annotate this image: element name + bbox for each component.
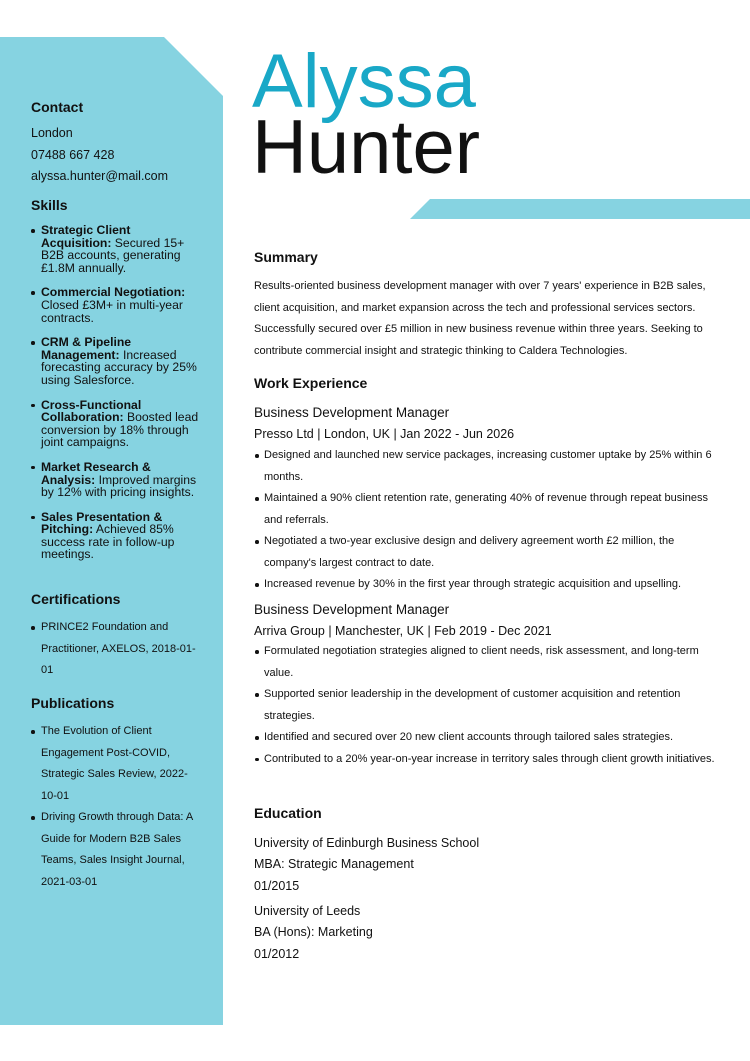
job-meta: Arriva Group | Manchester, UK | Feb 2019 - Dec 2021 — [254, 624, 552, 638]
contact-city: London — [31, 126, 73, 140]
experience-heading: Work Experience — [254, 375, 368, 391]
education-heading: Education — [254, 805, 322, 821]
job-bullet: Maintained a 90% client retention rate, generating 40% of revenue through repeat business and referrals. — [254, 488, 726, 531]
job-title: Business Development Manager — [254, 602, 450, 617]
skill-item: Sales Presentation & Pitching: Achieved 85% success rate in follow-up meetings. — [31, 511, 199, 561]
job-bullet: Increased revenue by 30% in the first year through strategic acquisition and upselling. — [254, 574, 726, 596]
job-bullet: Identified and secured over 20 new client accounts through tailored sales strategies. — [254, 727, 726, 749]
skills-heading: Skills — [31, 197, 68, 213]
skills-list — [31, 224, 199, 573]
contact-phone: 07488 667 428 — [31, 148, 115, 162]
contact-heading: Contact — [31, 99, 84, 115]
job-bullets — [254, 641, 726, 770]
last-name: Hunter — [252, 105, 481, 190]
skill-item: Commercial Negotiation: Closed £3M+ in multi-year contracts. — [31, 286, 199, 324]
education-degree: MBA: Strategic Management — [254, 857, 414, 871]
publication-item: Driving Growth through Data: A Guide for Modern B2B Sales Teams, Sales Insight Journal, 2021-03-01 — [31, 807, 201, 893]
education-degree: BA (Hons): Marketing — [254, 925, 373, 939]
job-bullets — [254, 445, 726, 596]
certifications-heading: Certifications — [31, 591, 121, 607]
job-bullet: Contributed to a 20% year-on-year increase in territory sales through client growth initiatives. — [254, 749, 726, 771]
education-school: University of Edinburgh Business School — [254, 836, 480, 850]
job-title: Business Development Manager — [254, 405, 450, 420]
skill-item: Cross-Functional Collaboration: Boosted lead conversion by 18% through joint campaigns. — [31, 399, 199, 449]
education-school: University of Leeds — [254, 904, 361, 918]
job-bullet: Formulated negotiation strategies aligned to client needs, risk assessment, and long-term value. — [254, 641, 726, 684]
job-bullet: Negotiated a two-year exclusive design and delivery agreement worth £2 million, the company's largest contract to date. — [254, 531, 726, 574]
job-meta: Presso Ltd | London, UK | Jan 2022 - Jun 2026 — [254, 427, 515, 441]
certifications-list — [31, 617, 201, 682]
skill-item: CRM & Pipeline Management: Increased forecasting accuracy by 25% using Salesforce. — [31, 336, 199, 386]
job-bullet: Designed and launched new service packages, increasing customer uptake by 25% within 6 months. — [254, 445, 726, 488]
skill-item: Market Research & Analysis: Improved margins by 12% with pricing insights. — [31, 461, 199, 499]
summary-text: Results-oriented business development manager with over 7 years' experience in B2B sales, client acquisition, and market expansion across the tech and professional services sectors. Successfully secured over £5 million in new business revenue within three years. Seeking to contribute commercial insight and strategic thinking to Caldera Technologies. — [254, 280, 706, 357]
publications-list — [31, 721, 201, 893]
certification-item: PRINCE2 Foundation and Practitioner, AXELOS, 2018-01-01 — [31, 617, 201, 682]
summary-heading: Summary — [254, 249, 318, 265]
publication-item: The Evolution of Client Engagement Post-COVID, Strategic Sales Review, 2022-10-01 — [31, 721, 201, 807]
header-accent-bar — [410, 199, 750, 219]
skill-item: Strategic Client Acquisition: Secured 15+ B2B accounts, generating £1.8M annually. — [31, 224, 199, 274]
education-date: 01/2012 — [254, 947, 300, 961]
first-name: Alyssa — [252, 39, 476, 124]
publications-heading: Publications — [31, 695, 115, 711]
job-bullet: Supported senior leadership in the development of customer acquisition and retention strategies. — [254, 684, 726, 727]
contact-email: alyssa.hunter@mail.com — [31, 169, 169, 183]
education-date: 01/2015 — [254, 879, 300, 893]
